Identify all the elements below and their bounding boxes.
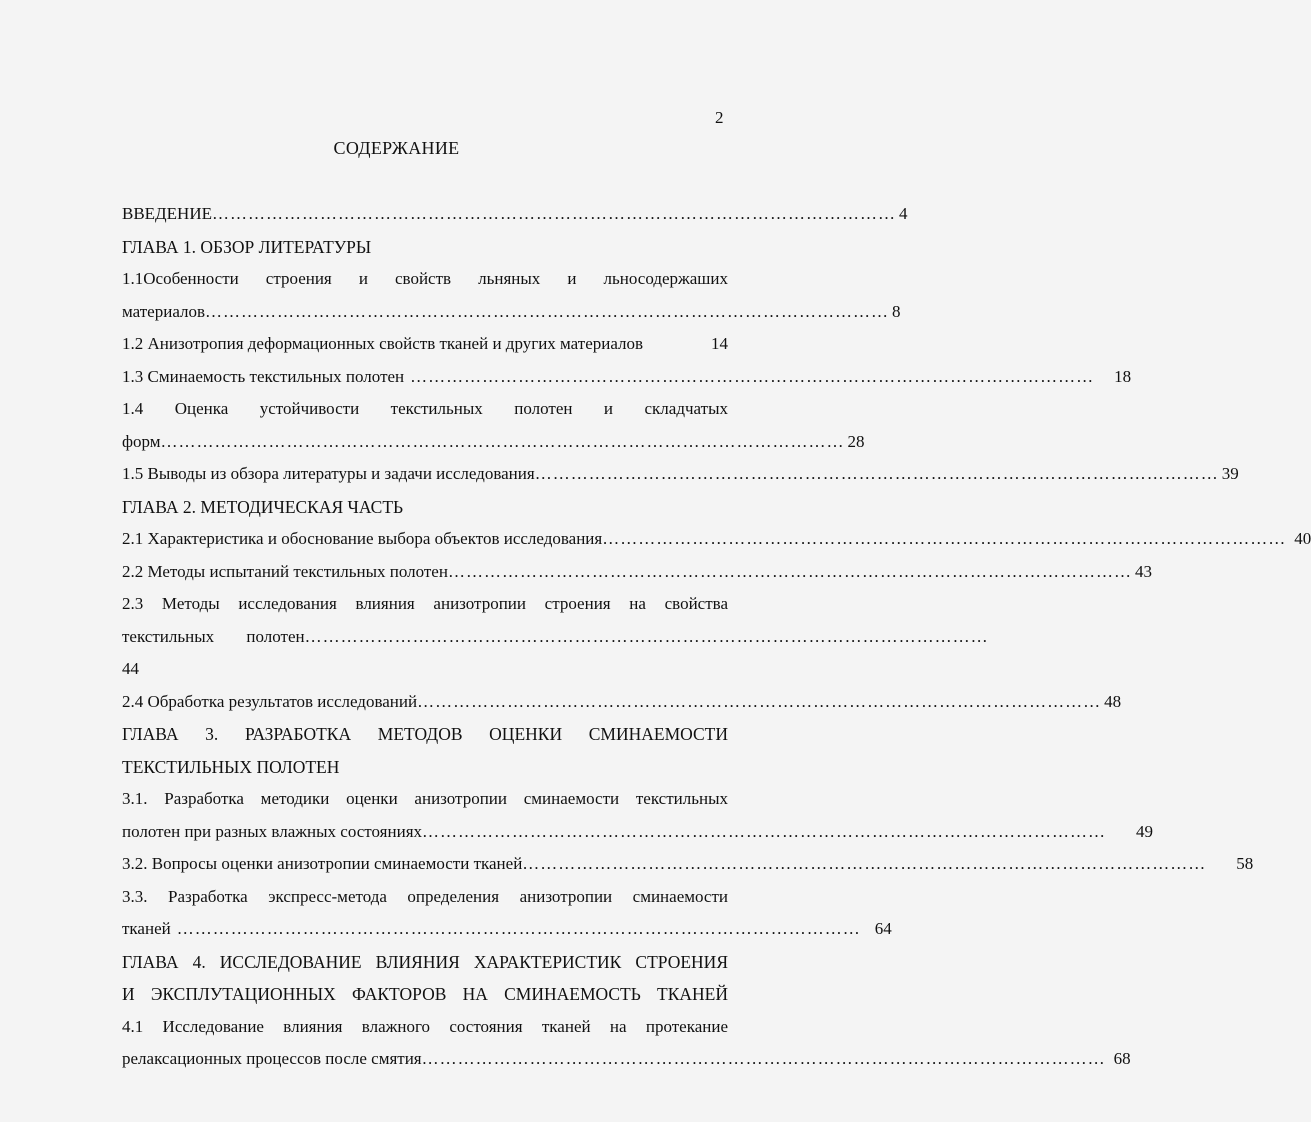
toc-entry-1-4-line2[interactable]: форм …………………………………………………………………………………………………… 28: [122, 431, 865, 451]
page-number: 2: [715, 108, 724, 127]
toc-entry-4-1-line1[interactable]: 4.1 Исследование влияния влажного состояния тканей на протекание: [122, 1016, 728, 1036]
document-title: СОДЕРЖАНИЕ: [333, 138, 460, 158]
toc-entry-3-1-line1[interactable]: 3.1. Разработка методики оценки анизотропии сминаемости текстильных: [122, 789, 728, 808]
toc-entry-1-1-line2[interactable]: материалов …………………………………………………………………………………………………… 8: [122, 301, 901, 321]
toc-entry-2-2[interactable]: 2.2 Методы испытаний текстильных полотен …………………………………………………………………………………………………… 43: [122, 561, 1152, 581]
toc-entry-1-1-line1[interactable]: 1.1Особенности строения и свойств льняных и льносодержаших: [122, 269, 728, 288]
toc-entry-2-3-line2[interactable]: текстильных полотен ……………………………………………………………………………………………………: [122, 626, 989, 646]
toc-entry-2-3-line1[interactable]: 2.3 Методы исследования влияния анизотропии строения на свойства: [122, 594, 728, 613]
toc-entry-1-5[interactable]: 1.5 Выводы из обзора литературы и задачи исследования …………………………………………………………………………………………………… 39: [122, 464, 1239, 483]
toc-chapter-1[interactable]: ГЛАВА 1. ОБЗОР ЛИТЕРАТУРЫ: [122, 236, 372, 257]
toc-chapter-4-line1[interactable]: ГЛАВА 4. ИССЛЕДОВАНИЕ ВЛИЯНИЯ ХАРАКТЕРИСТИК СТРОЕНИЯ: [122, 951, 728, 972]
toc-entry-3-3-line2[interactable]: тканей …………………………………………………………………………………………………… 64: [122, 919, 892, 938]
toc-entry-1-3[interactable]: 1.3 Сминаемость текстильных полотен …………………………………………………………………………………………………… 18: [122, 366, 1132, 386]
toc-entry-1-4-line1[interactable]: 1.4 Оценка устойчивости текстильных полотен и складчатых: [122, 399, 728, 418]
toc-entry-2-3-page[interactable]: 44: [122, 659, 139, 678]
toc-chapter-2[interactable]: ГЛАВА 2. МЕТОДИЧЕСКАЯ ЧАСТЬ: [122, 496, 404, 517]
table-of-contents: [122, 198, 1311, 1076]
toc-entry-4-1-line2[interactable]: релаксационных процессов после смятия …………………………………………………………………………………………………… 68: [122, 1049, 1131, 1068]
toc-entry-1-2[interactable]: 1.2 Анизотропия деформационных свойств тканей и других материалов 14: [122, 334, 728, 353]
toc-entry-3-1-line2[interactable]: полотен при разных влажных состояниях …………………………………………………………………………………………………… 49: [122, 821, 1154, 841]
toc-entry-intro[interactable]: ВВЕДЕНИЕ …………………………………………………………………………………………………… 4: [122, 204, 908, 223]
toc-chapter-4-line2[interactable]: И ЭКСПЛУТАЦИОННЫХ ФАКТОРОВ НА СМИНАЕМОСТЬ ТКАНЕЙ: [122, 984, 728, 1004]
toc-entry-2-4[interactable]: 2.4 Обработка результатов исследований …………………………………………………………………………………………………… 48: [122, 691, 1122, 711]
toc-chapter-3-line2[interactable]: ТЕКСТИЛЬНЫХ ПОЛОТЕН: [122, 756, 340, 777]
toc-chapter-3-line1[interactable]: ГЛАВА 3. РАЗРАБОТКА МЕТОДОВ ОЦЕНКИ СМИНАЕМОСТИ: [122, 724, 728, 744]
toc-entry-3-3-line1[interactable]: 3.3. Разработка экспресс-метода определения анизотропии сминаемости: [122, 886, 728, 906]
toc-entry-3-2[interactable]: 3.2. Вопросы оценки анизотропии сминаемости тканей …………………………………………………………………………………………………… 58: [122, 854, 1254, 873]
toc-entry-2-1[interactable]: 2.1 Характеристика и обоснование выбора объектов исследования …………………………………………………………………………………………………… 40: [122, 529, 1311, 548]
